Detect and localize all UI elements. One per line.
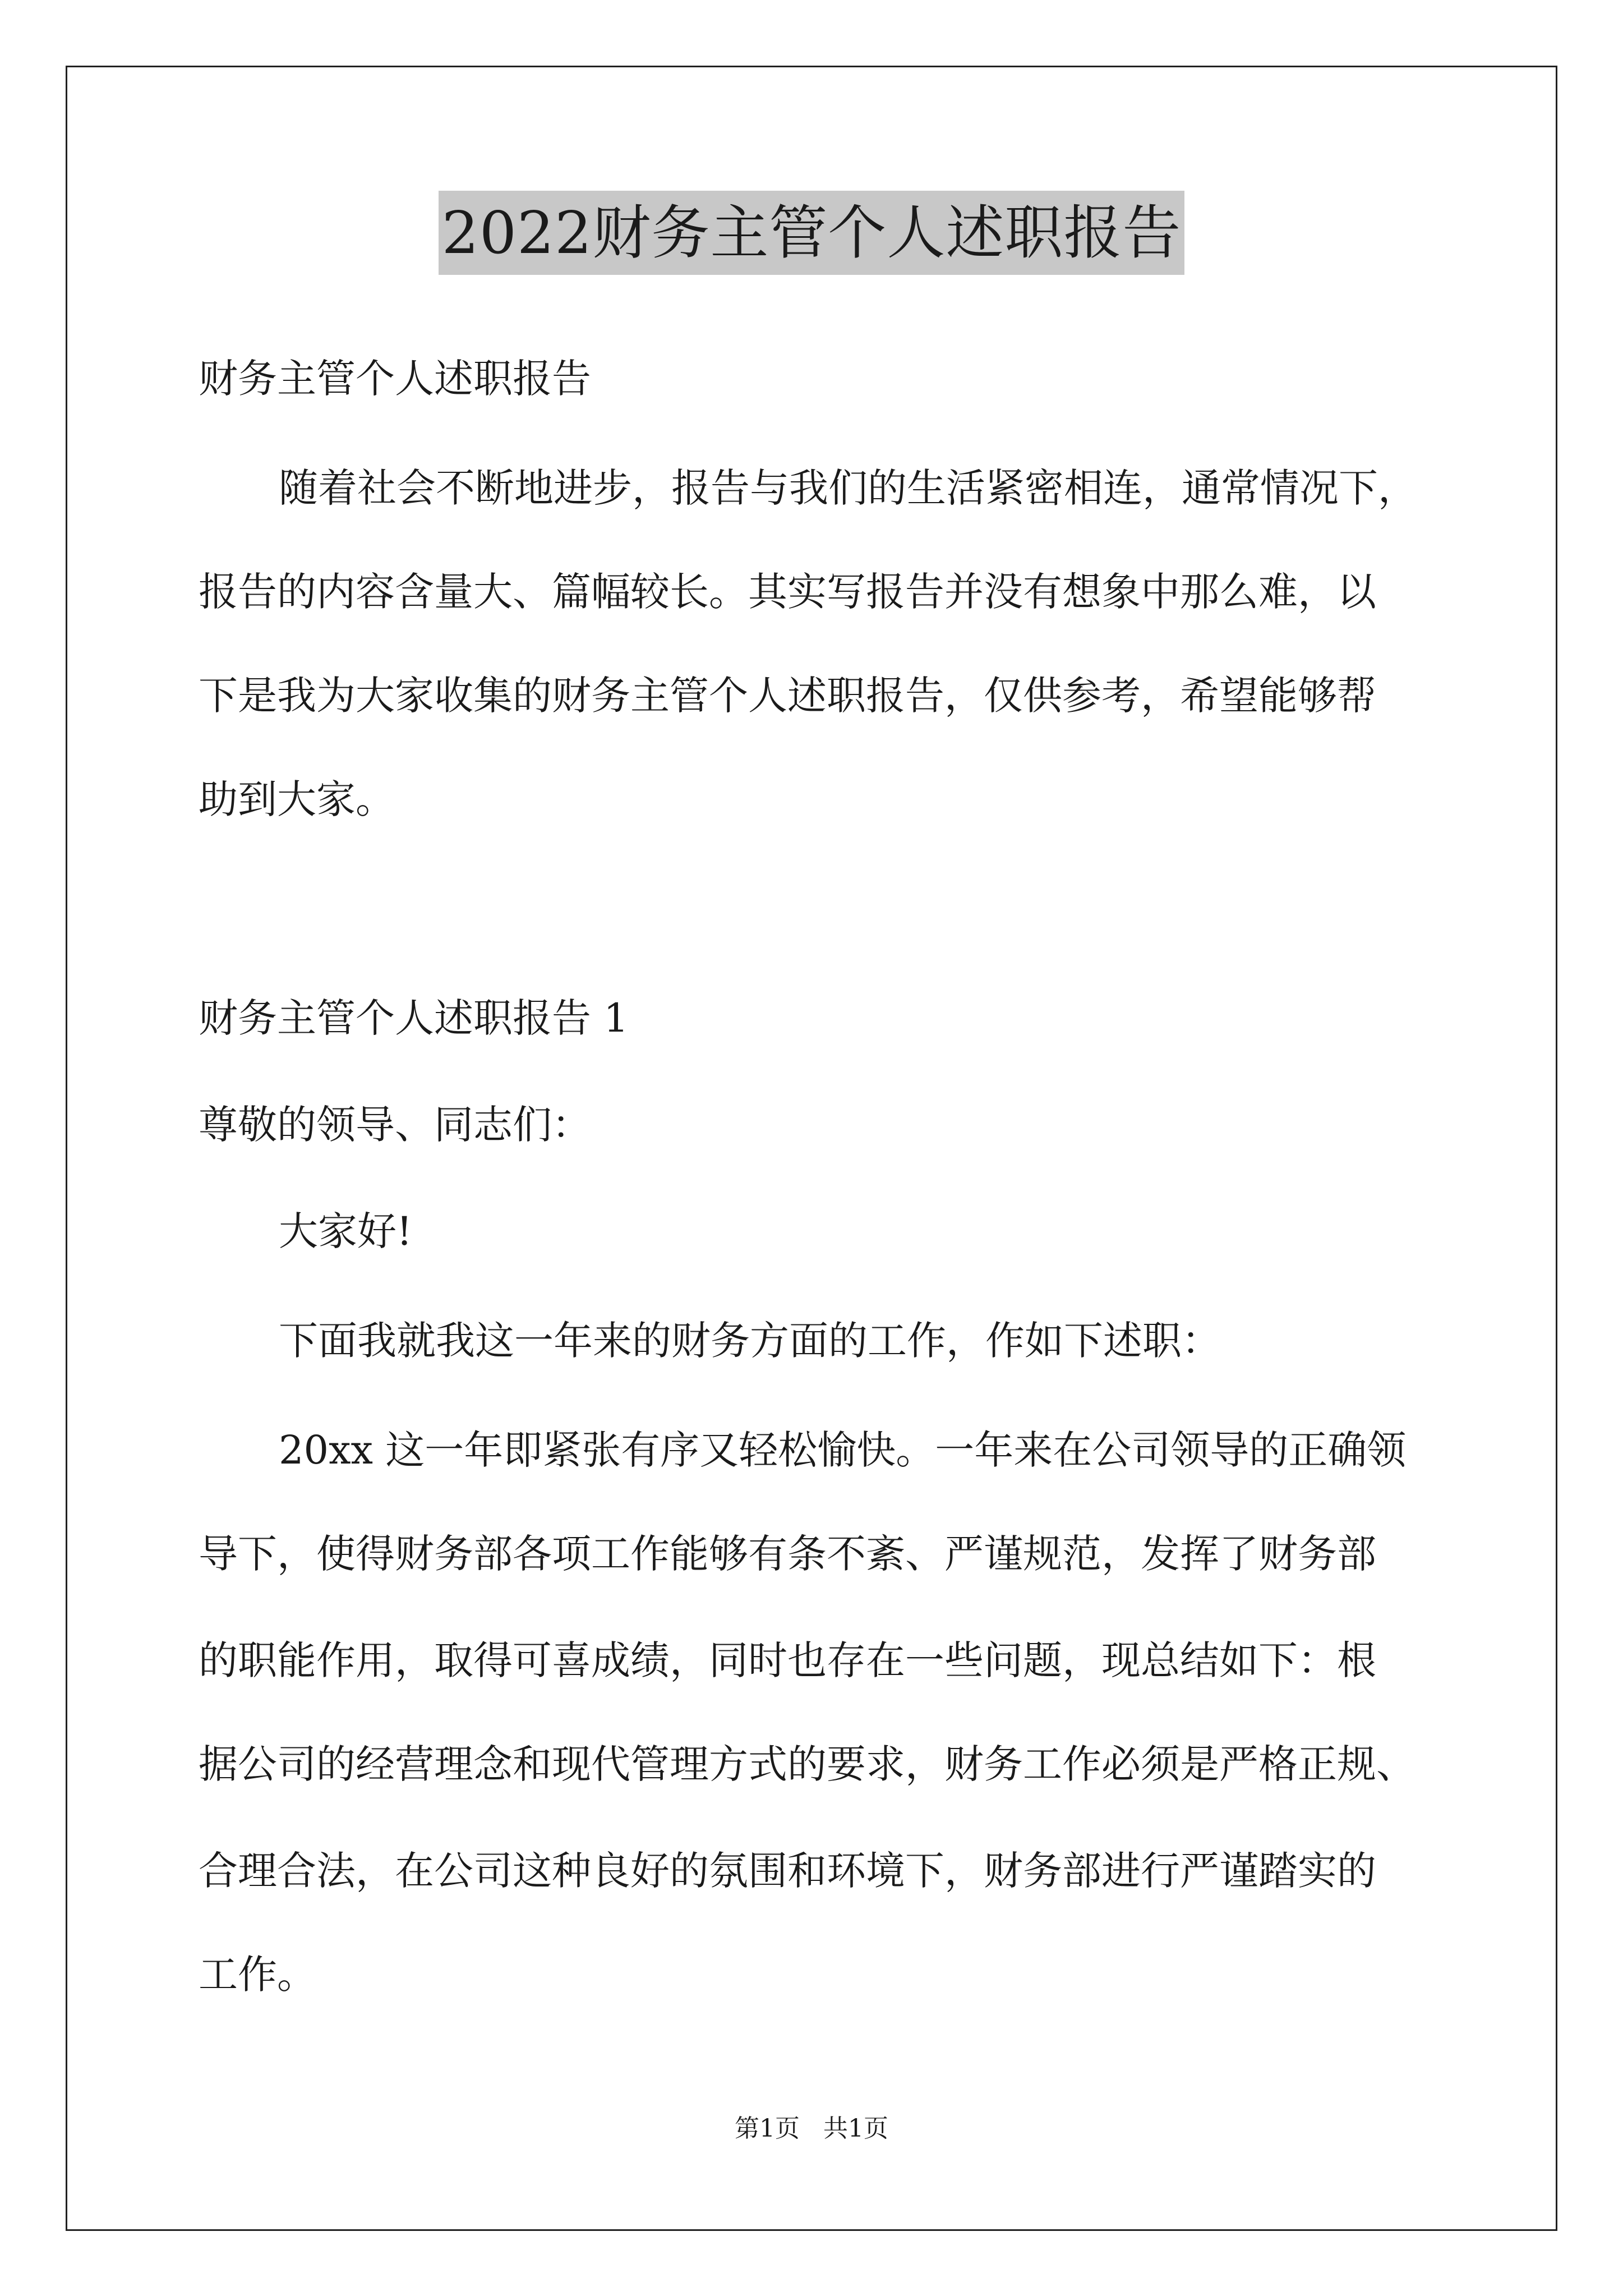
- paragraph-line: 下是我为大家收集的财务主管个人述职报告，仅供参考，希望能够帮: [199, 673, 1376, 719]
- paragraph-line: 导下，使得财务部各项工作能够有条不紊、严谨规范，发挥了财务部: [199, 1531, 1376, 1577]
- paragraph-line: 的职能作用，取得可喜成绩，同时也存在一些问题，现总结如下：根: [199, 1637, 1376, 1683]
- paragraph-line: 下面我就我这一年来的财务方面的工作，作如下述职：: [279, 1318, 1221, 1364]
- paragraph-line: 工作。: [199, 1952, 316, 1998]
- title-container: [0, 191, 1623, 275]
- paragraph-line: 合理合法，在公司这种良好的氛围和环境下，财务部进行严谨踏实的: [199, 1848, 1376, 1894]
- greeting-line: 大家好!: [279, 1208, 413, 1254]
- salutation-line: 尊敬的领导、同志们：: [199, 1102, 591, 1148]
- page-number-current: 第1页: [735, 2114, 800, 2143]
- paragraph-line: 随着社会不断地进步，报告与我们的生活紧密相连，通常情况下，: [279, 465, 1417, 511]
- page-number-total: 共1页: [823, 2114, 888, 2143]
- paragraph-line: 据公司的经营理念和现代管理方式的要求，财务工作必须是严格正规、: [199, 1741, 1415, 1787]
- section-heading: 财务主管个人述职报告 1: [199, 995, 629, 1041]
- paragraph-line: 助到大家。: [199, 776, 395, 822]
- paragraph-line: 报告的内容含量大、篇幅较长。其实写报告并没有想象中那么难，以: [199, 569, 1376, 615]
- subtitle-line: 财务主管个人述职报告: [199, 356, 591, 402]
- page-footer: [0, 2112, 1623, 2146]
- paragraph-line: 20xx 这一年即紧张有序又轻松愉快。一年来在公司领导的正确领: [279, 1427, 1407, 1473]
- document-title: 2022财务主管个人述职报告: [439, 191, 1185, 275]
